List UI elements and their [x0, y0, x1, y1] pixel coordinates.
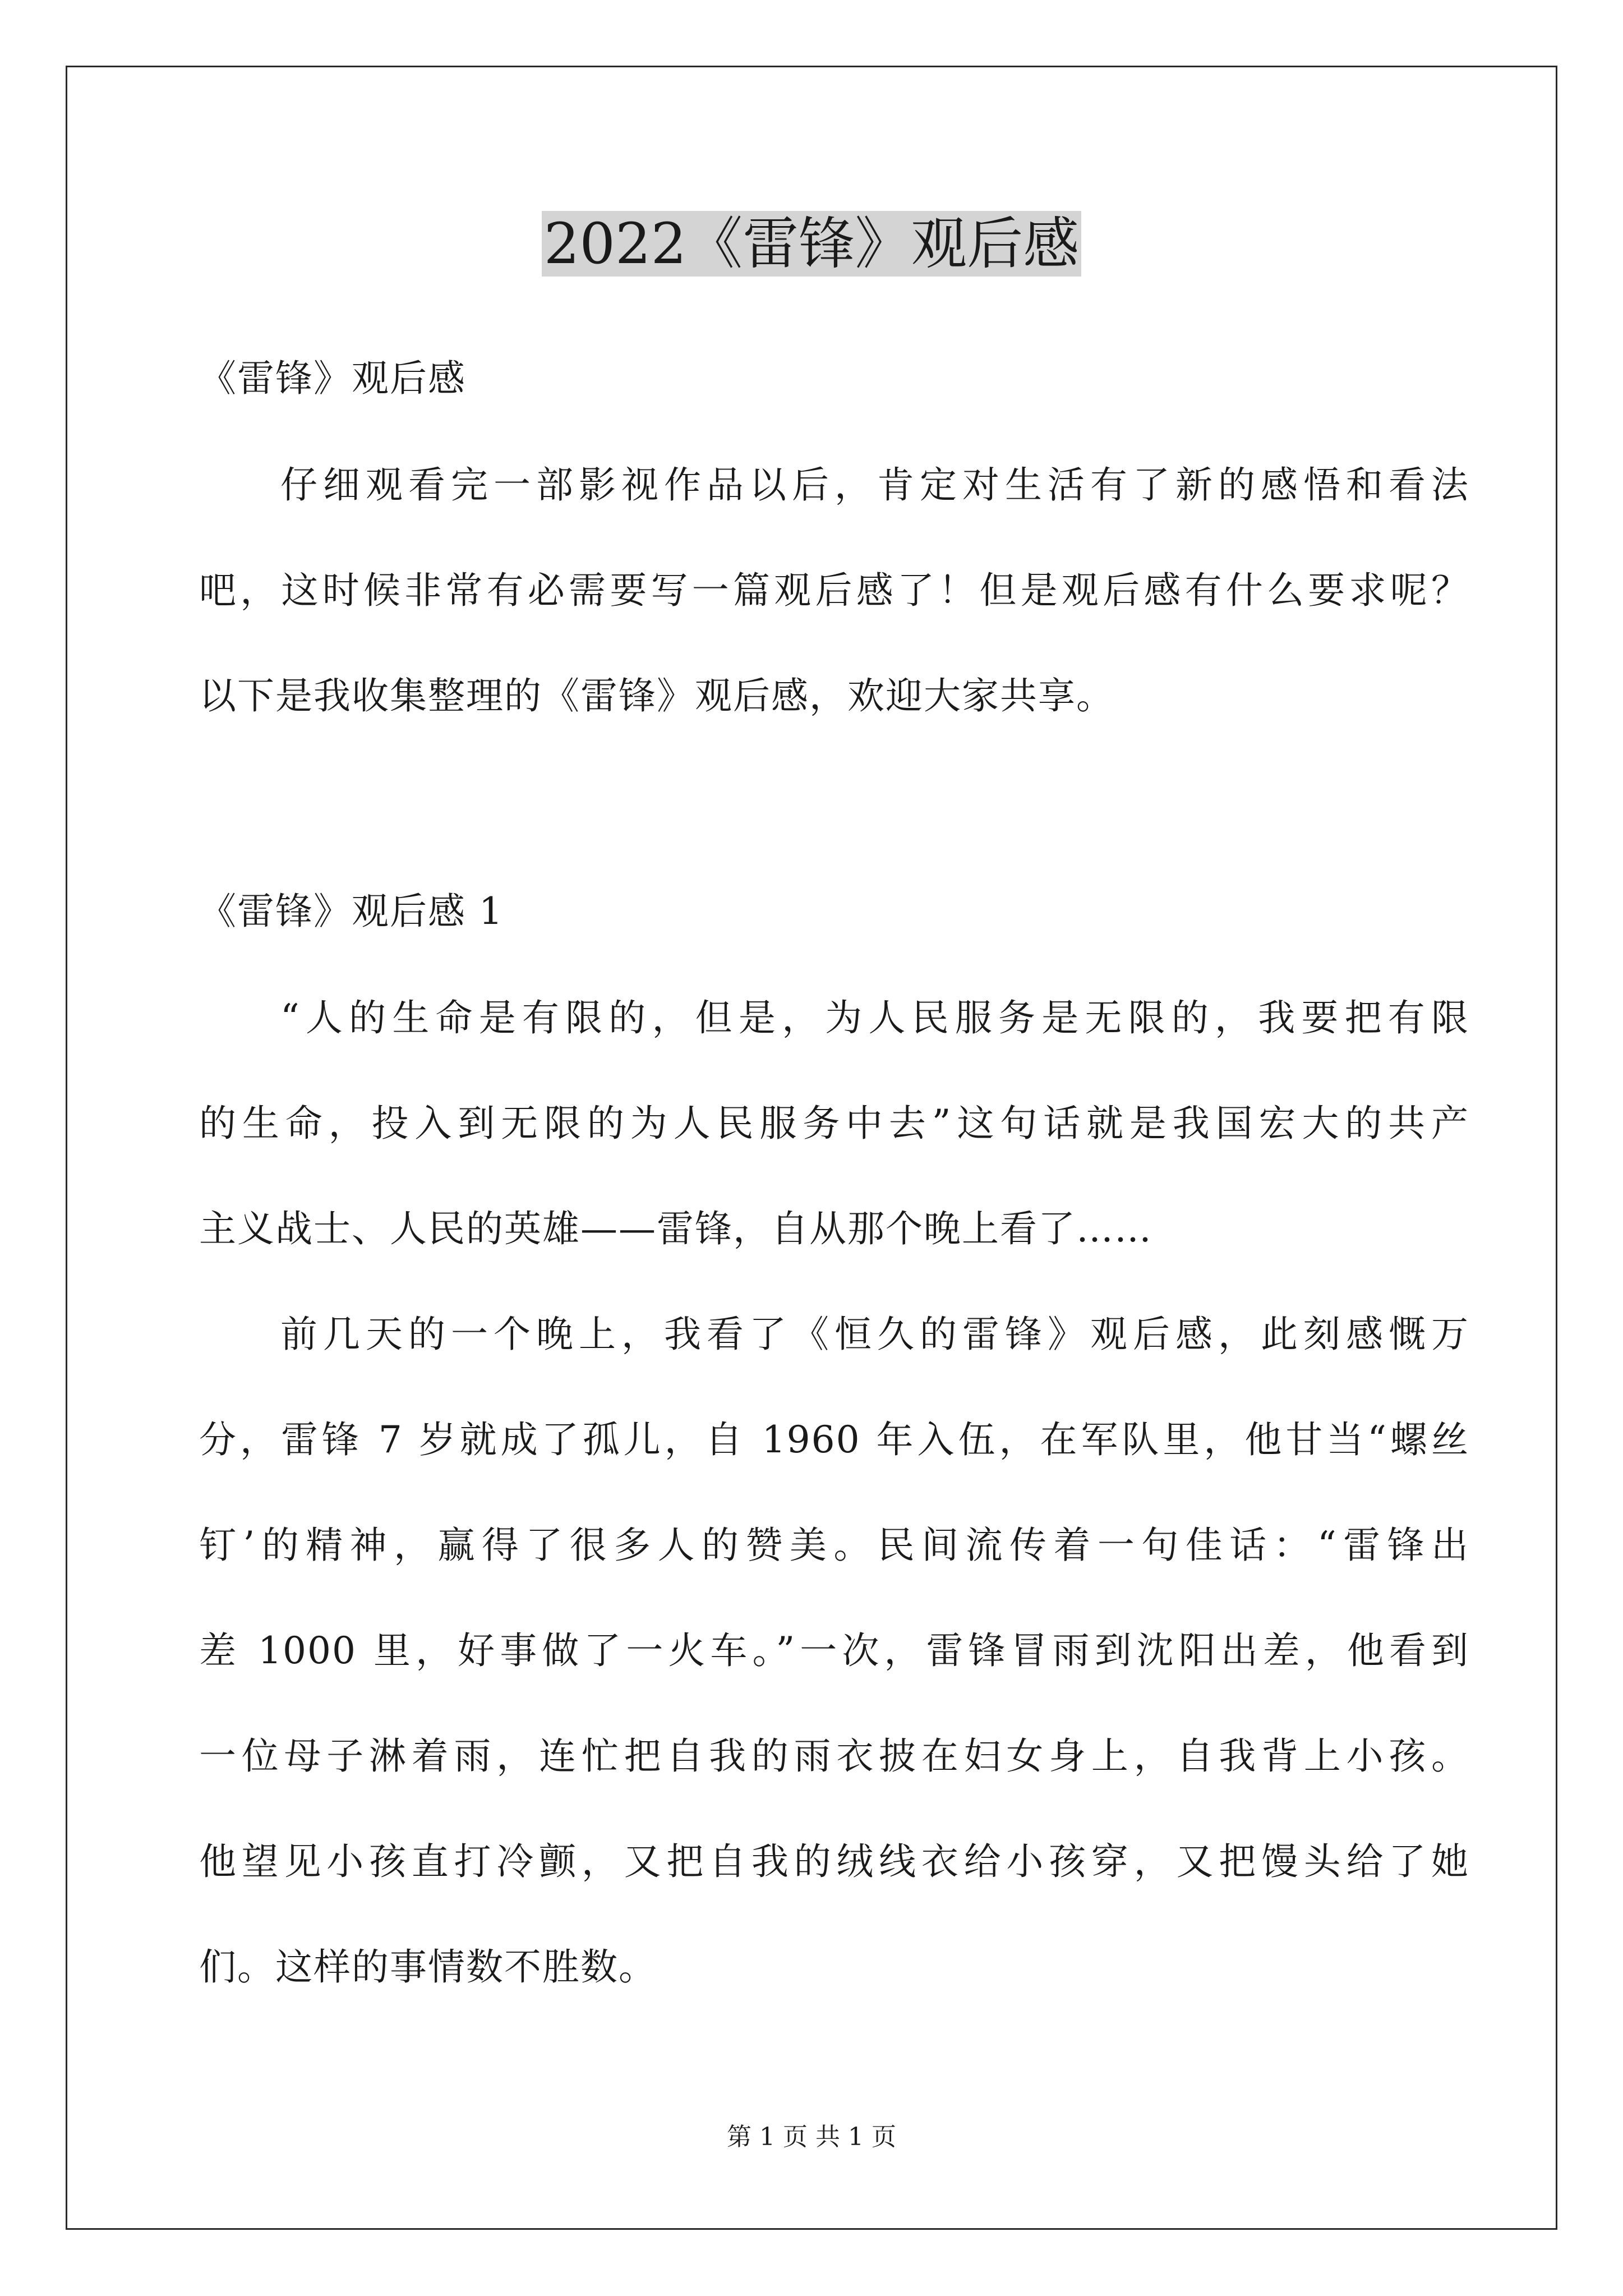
intro-line: 吧，这时候非常有必需要写一篇观后感了！但是观后感有什么要求呢？: [199, 569, 1469, 612]
page-footer: 第 1 页 共 1 页: [727, 2123, 896, 2151]
intro-line: 以下是我收集整理的《雷锋》观后感，欢迎大家共享。: [199, 674, 1114, 717]
paragraph-line: 钉’的精神，赢得了很多人的赞美。民间流传着一句佳话：“雷锋出: [199, 1524, 1469, 1567]
paragraph-line: 他望见小孩直打冷颤，又把自我的绒线衣给小孩穿，又把馒头给了她: [199, 1840, 1469, 1883]
paragraph-line: 差 1000 里，好事做了一火车。”一次，雷锋冒雨到沈阳出差，他看到: [199, 1629, 1469, 1672]
section-heading: 《雷锋》观后感 1: [199, 890, 504, 933]
paragraph-line: 前几天的一个晚上，我看了《恒久的雷锋》观后感，此刻感慨万: [280, 1313, 1469, 1356]
document-title: [0, 208, 1623, 280]
paragraph-line: 的生命，投入到无限的为人民服务中去”这句话就是我国宏大的共产: [199, 1102, 1469, 1145]
paragraph-line: “人的生命是有限的，但是，为人民服务是无限的，我要把有限: [280, 996, 1469, 1039]
paragraph-line: 分，雷锋 7 岁就成了孤儿，自 1960 年入伍，在军队里，他甘当“螺丝: [199, 1418, 1469, 1461]
subtitle: 《雷锋》观后感: [199, 357, 466, 400]
paragraph-line: 们。这样的事情数不胜数。: [199, 1945, 657, 1989]
paragraph-line: 一位母子淋着雨，连忙把自我的雨衣披在妇女身上，自我背上小孩。: [199, 1734, 1469, 1778]
document-title-text: 2022《雷锋》观后感: [542, 211, 1082, 277]
paragraph-line: 主义战士、人民的英雄——雷锋，自从那个晚上看了……: [199, 1207, 1152, 1250]
intro-line: 仔细观看完一部影视作品以后，肯定对生活有了新的感悟和看法: [280, 463, 1469, 507]
